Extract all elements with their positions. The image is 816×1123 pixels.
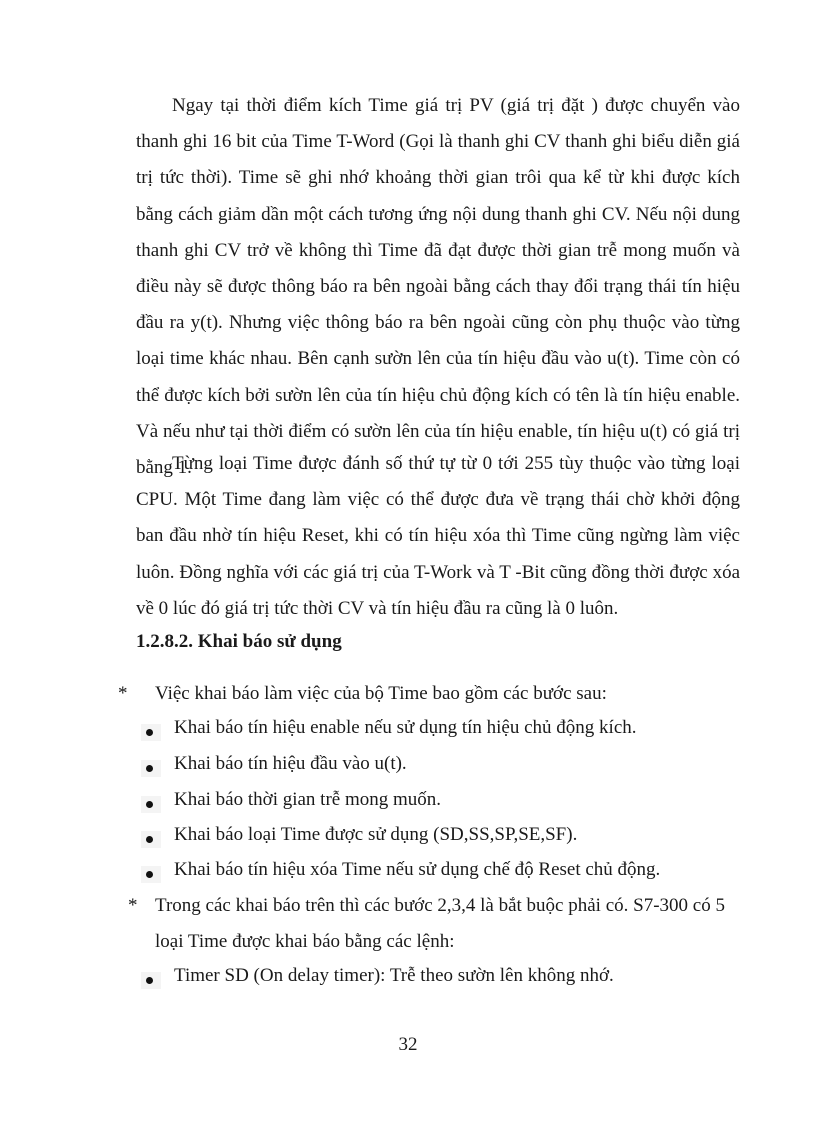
bullet-item (0, 710, 816, 746)
section-heading: 1.2.8.2. Khai báo sử dụng (136, 631, 342, 652)
bullet-dot-icon (141, 866, 161, 883)
star-item-text: Việc khai báo làm việc của bộ Time bao gồm các bước sau: (155, 683, 607, 704)
asterisk-marker: * (128, 895, 138, 916)
bullet-dot-icon (141, 724, 161, 741)
bullet-text: Khai báo tín hiệu xóa Time nếu sử dụng chế độ Reset chủ động. (174, 859, 661, 880)
asterisk-marker: * (118, 683, 128, 704)
bullet-text: Khai báo thời gian trễ mong muốn. (174, 789, 442, 810)
bullet-item (0, 852, 816, 888)
body-paragraph-2: Từng loại Time được đánh số thứ tự từ 0 tới 255 tùy thuộc vào từng loại CPU. Một Time đang làm việc có thể được đưa về trạng thái chờ khởi động ban đầu nhờ tín hiệu Reset, khi có tín hiệu xóa thì Time cũng ngừng làm việc luôn. Đồng nghĩa với các giá trị của T-Work và T -Bit cũng đồng thời được xóa về 0 lúc đó giá trị tức thời CV và tín hiệu đầu ra cũng là 0 luôn. (136, 453, 740, 619)
bullet-dot-icon (141, 972, 161, 989)
bullet-dot-icon (141, 760, 161, 777)
bullet-text: Khai báo tín hiệu enable nếu sử dụng tín hiệu chủ động kích. (174, 717, 637, 738)
bullet-item (0, 817, 816, 853)
bullet-item (0, 782, 816, 818)
bullet-item (0, 746, 816, 782)
bullet-dot-icon (141, 831, 161, 848)
star-item-text: Trong các khai báo trên thì các bước 2,3,4 là bắt buộc phải có. S7-300 có 5 loại Time được khai báo bằng các lệnh: (155, 895, 725, 952)
bullet-text: Timer SD (On delay timer): Trễ theo sườn lên không nhớ. (174, 965, 614, 986)
bullet-item (0, 958, 816, 994)
page-number: 32 (398, 1034, 418, 1055)
bullet-text: Khai báo loại Time được sử dụng (SD,SS,SP,SE,SF). (174, 824, 578, 845)
bullet-text: Khai báo tín hiệu đầu vào u(t). (174, 753, 407, 774)
bullet-dot-icon (141, 796, 161, 813)
body-paragraph-1: Ngay tại thời điểm kích Time giá trị PV (giá trị đặt ) được chuyển vào thanh ghi 16 bit của Time T-Word (Gọi là thanh ghi CV thanh ghi biểu diễn giá trị tức thời). Time sẽ ghi nhớ khoảng thời gian trôi qua kể từ khi được kích bằng cách giảm dần một cách tương ứng nội dung thanh ghi CV. Nếu nội dung thanh ghi CV trở về không thì Time đã đạt được thời gian trễ mong muốn và điều này sẽ được thông báo ra bên ngoài bằng cách thay đổi trạng thái tín hiệu đầu ra y(t). Nhưng việc thông báo ra bên ngoài cũng còn phụ thuộc vào từng loại time khác nhau. Bên cạnh sườn lên của tín hiệu đầu vào u(t). Time còn có thể được kích bởi sườn lên của tín hiệu chủ động kích có tên là tín hiệu enable. Và nếu như tại thời điểm có sườn lên của tín hiệu enable, tín hiệu u(t) có giá trị bằng 1. (136, 95, 740, 479)
